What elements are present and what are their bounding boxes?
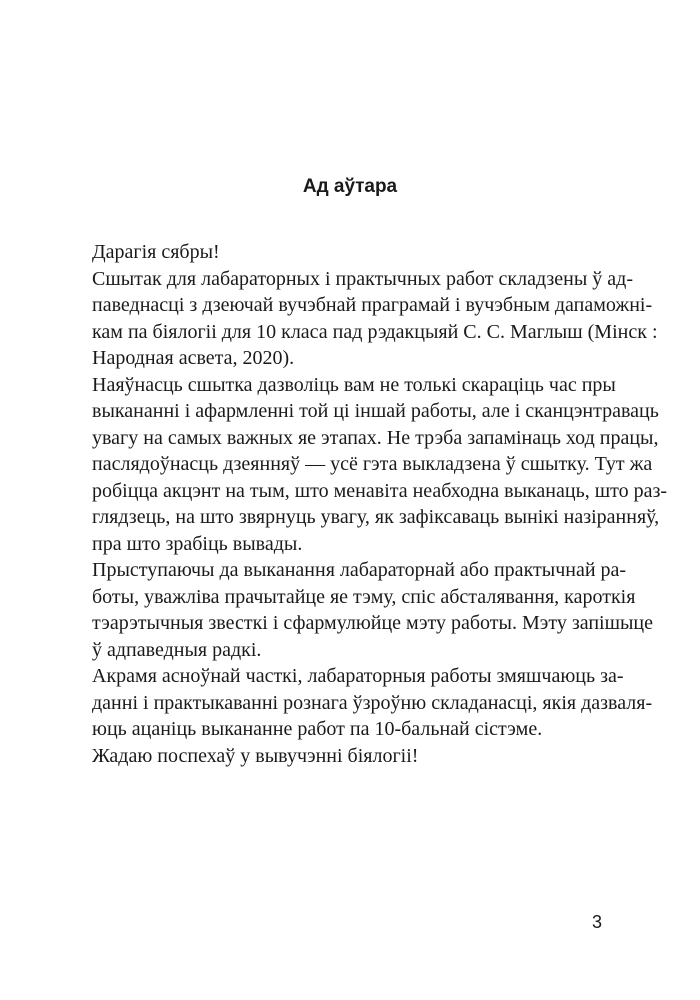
paragraph-5 xyxy=(73,743,610,770)
paragraph-1 xyxy=(73,266,658,372)
body-text xyxy=(73,239,668,769)
paragraph-2 xyxy=(73,372,668,558)
text-line: Наяўнасць сшытка дазволіць вам не толькі скараціць час пры xyxy=(92,373,616,396)
page-number: 3 xyxy=(592,912,603,932)
text-line: Жадаю поспехаў у вывучэнні біялогіі! xyxy=(92,744,419,767)
page-title: Ад аўтара xyxy=(302,176,398,197)
text-line: Народная асвета, 2020). xyxy=(92,347,295,369)
text-line: паслядоўнасць дзеянняў — усё гэта выкладзена ў сшытку. Тут жа xyxy=(92,453,653,475)
text-line: увагу на самых важных яе этапах. Не трэба запамінаць ход працы, xyxy=(92,426,659,449)
text-line: ў адпаведныя радкі. xyxy=(92,638,262,661)
text-line: данні і практыкаванні рознага ўзроўню складанасці, якія дазваля- xyxy=(92,691,653,714)
text-line: Сшытак для лабараторных і практычных работ складзены ў ад- xyxy=(92,267,633,290)
text-line: выкананні і афармленні той ці іншай работы, але і сканцэнтраваць xyxy=(92,400,659,422)
text-line: глядзець, на што звярнуць увагу, як зафіксаваць вынікі назіранняў, xyxy=(92,506,660,528)
text-line: робіцца акцэнт на тым, што менавіта неабходна выканаць, што раз- xyxy=(92,479,668,502)
text-line: боты, уважліва прачытайце яе тэму, спіс абсталявання, кароткія xyxy=(92,585,636,608)
text-line: кам па біялогіі для 10 класа пад рэдакцыяй С. С. Маглыш (Мінск : xyxy=(92,320,658,343)
text-line: пра што зрабіць вывады. xyxy=(92,532,303,555)
text-line: паведнасці з дзеючай вучэбнай праграмай і вучэбным дапаможні- xyxy=(92,294,653,316)
text-line: юць ацаніць выкананне работ па 10-бальнай сістэме. xyxy=(92,718,543,740)
paragraph-3 xyxy=(73,557,654,663)
paragraph-4 xyxy=(73,663,653,743)
text-line: Прыступаючы да выканання лабараторнай або практычнай ра- xyxy=(92,559,627,581)
text-line: Акрамя асноўнай часткі, лабараторныя работы змяшчаюць за- xyxy=(92,665,624,687)
greeting: Дарагія сябры! xyxy=(92,241,220,263)
text-line: тэарэтычныя звесткі і сфармулюйце мэту работы. Мэту запішыце xyxy=(92,612,654,634)
